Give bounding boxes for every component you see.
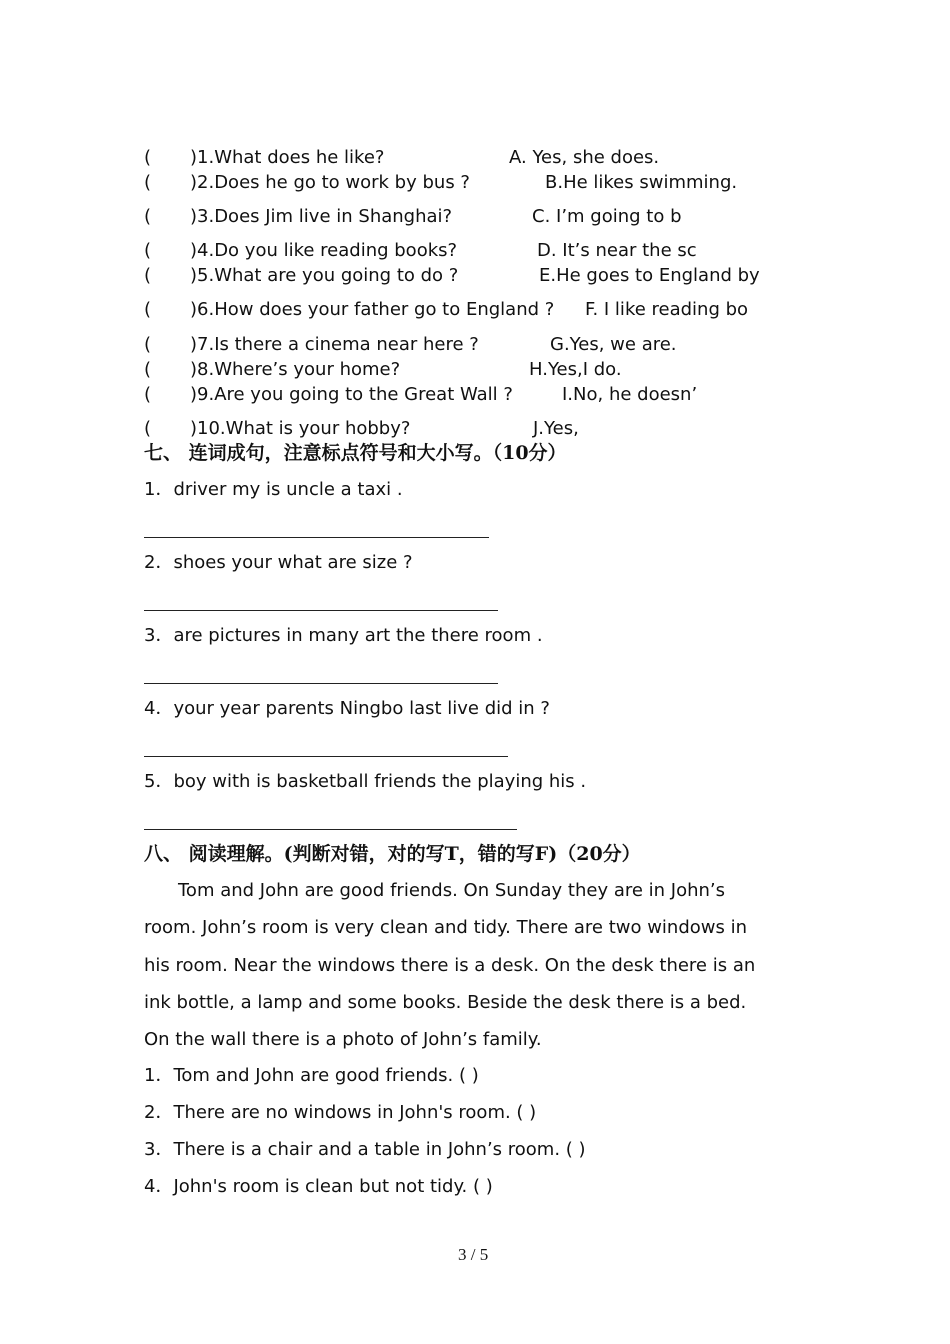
page-number: 3 / 5 bbox=[458, 1245, 489, 1264]
answer-blank[interactable]: ( bbox=[144, 240, 152, 261]
answer-blank[interactable]: ( bbox=[144, 265, 152, 286]
sentence-item: 3．are pictures in many art the there room . bbox=[144, 625, 543, 646]
matching-answer: I.No, he doesn’ bbox=[562, 384, 698, 405]
answer-line[interactable] bbox=[144, 756, 508, 757]
matching-answer: E.He goes to England by bbox=[539, 265, 760, 286]
passage-line: his room. Near the windows there is a desk. On the desk there is an bbox=[144, 955, 756, 976]
sentence-item: 5．boy with is basketball friends the playing his . bbox=[144, 771, 587, 792]
matching-question: )4.Do you like reading books? bbox=[190, 240, 458, 261]
true-false-question: 1．Tom and John are good friends. ( ) bbox=[144, 1065, 479, 1086]
matching-question: )2.Does he go to work by bus ? bbox=[190, 172, 470, 193]
true-false-question: 3．There is a chair and a table in John’s room. ( ) bbox=[144, 1139, 586, 1160]
answer-blank[interactable]: ( bbox=[144, 147, 152, 168]
answer-blank[interactable]: ( bbox=[144, 299, 152, 320]
answer-line[interactable] bbox=[144, 829, 517, 830]
passage-line: room. John’s room is very clean and tidy. There are two windows in bbox=[144, 917, 748, 938]
matching-question: )9.Are you going to the Great Wall ? bbox=[190, 384, 513, 405]
matching-question: )6.How does your father go to England ? bbox=[190, 299, 555, 320]
matching-answer: F. I like reading bo bbox=[585, 299, 749, 320]
matching-question: )7.Is there a cinema near here ? bbox=[190, 334, 479, 355]
answer-blank[interactable]: ( bbox=[144, 206, 152, 227]
matching-question: )3.Does Jim live in Shanghai? bbox=[190, 206, 453, 227]
sentence-item: 2．shoes your what are size ? bbox=[144, 552, 413, 573]
matching-answer: G.Yes, we are. bbox=[550, 334, 677, 355]
sentence-item: 1．driver my is uncle a taxi . bbox=[144, 479, 403, 500]
matching-question: )10.What is your hobby? bbox=[190, 418, 411, 439]
section-8-heading: 八、 阅读理解。(判断对错，对的写T，错的写F)（20分） bbox=[144, 843, 641, 865]
matching-answer: A. Yes, she does. bbox=[509, 147, 660, 168]
answer-blank[interactable]: ( bbox=[144, 384, 152, 405]
matching-answer: D. It’s near the sc bbox=[537, 240, 697, 261]
matching-question: )1.What does he like? bbox=[190, 147, 385, 168]
matching-answer: J.Yes, bbox=[533, 418, 579, 439]
sentence-item: 4．your year parents Ningbo last live did in ? bbox=[144, 698, 550, 719]
matching-question: )5.What are you going to do ? bbox=[190, 265, 459, 286]
matching-answer: B.He likes swimming. bbox=[545, 172, 738, 193]
passage-line: Tom and John are good friends. On Sunday they are in John’s bbox=[178, 880, 726, 901]
answer-blank[interactable]: ( bbox=[144, 359, 152, 380]
answer-blank[interactable]: ( bbox=[144, 418, 152, 439]
answer-blank[interactable]: ( bbox=[144, 334, 152, 355]
true-false-question: 4．John's room is clean but not tidy. ( ) bbox=[144, 1176, 493, 1197]
true-false-question: 2．There are no windows in John's room. ( ) bbox=[144, 1102, 537, 1123]
section-7-heading: 七、 连词成句，注意标点符号和大小写。（10分） bbox=[144, 442, 567, 464]
answer-blank[interactable]: ( bbox=[144, 172, 152, 193]
passage-line: ink bottle, a lamp and some books. Beside the desk there is a bed. bbox=[144, 992, 747, 1013]
matching-answer: H.Yes,I do. bbox=[529, 359, 622, 380]
matching-answer: C. I’m going to b bbox=[532, 206, 682, 227]
matching-question: )8.Where’s your home? bbox=[190, 359, 401, 380]
answer-line[interactable] bbox=[144, 610, 498, 611]
answer-line[interactable] bbox=[144, 537, 489, 538]
passage-line: On the wall there is a photo of John’s family. bbox=[144, 1029, 542, 1050]
answer-line[interactable] bbox=[144, 683, 498, 684]
